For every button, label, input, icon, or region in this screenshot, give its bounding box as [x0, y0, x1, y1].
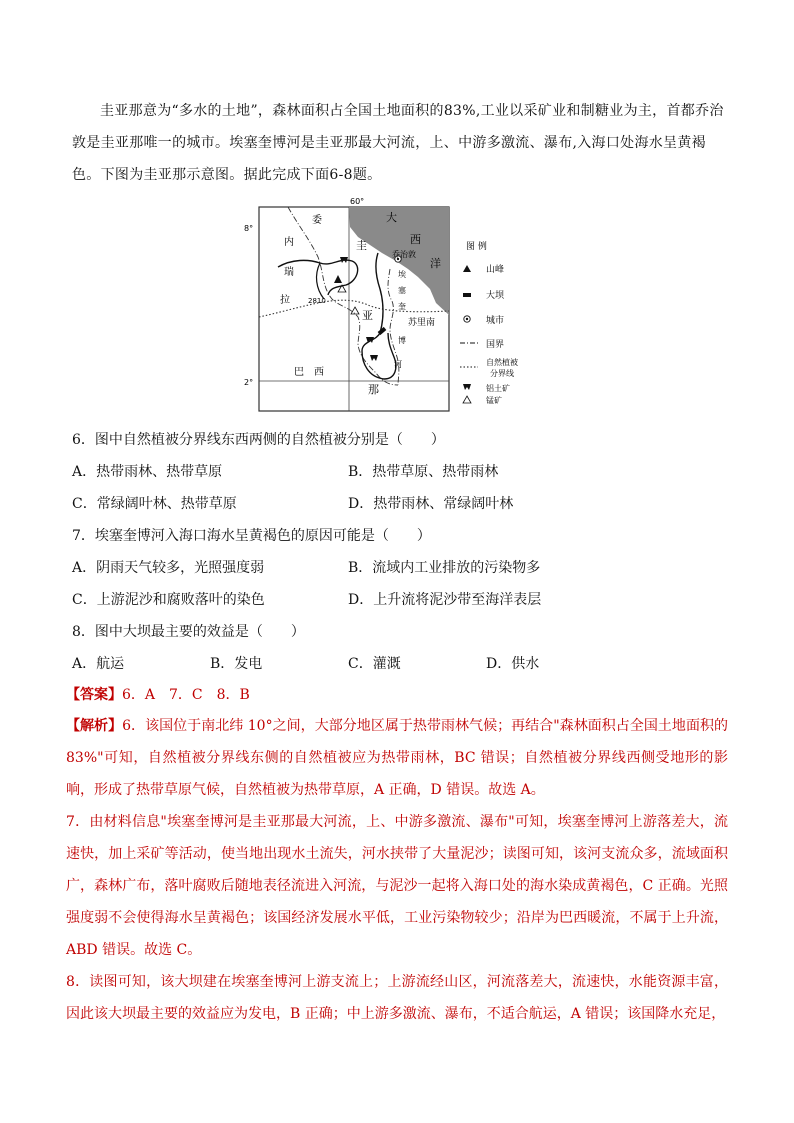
q8-option-d: D．供水 [486, 656, 540, 672]
q6-option-d: D．热带雨林、常绿阔叶林 [348, 496, 514, 512]
peak-elevation: 2810 [308, 297, 326, 305]
answer-tag: 【答案】 [66, 687, 122, 703]
legend-border: 国界 [486, 340, 505, 350]
river-char: 塞 [398, 286, 406, 295]
q7-option-b: B．流域内工业排放的污染物多 [348, 560, 541, 576]
legend-dam-icon [463, 293, 471, 297]
question-8-stem: 8．图中大坝最主要的效益是（ ） [72, 624, 305, 640]
legend-bauxite-icon [463, 384, 471, 390]
answer-text: 6．A 7．C 8．B [122, 687, 250, 703]
guyana-map [244, 195, 540, 413]
suriname-label: 苏里南 [408, 318, 436, 328]
q7-option-a: A．阴雨天气较多，光照强度弱 [72, 560, 265, 576]
q6-option-b: B．热带草原、热带雨林 [348, 464, 499, 480]
ocean-char: 大 [386, 211, 397, 224]
intro-paragraph: 圭亚那意为“多水的土地”，森林面积占全国土地面积的83%,工业以采矿业和制糖业为主，首都乔治敦是圭亚那唯一的城市。埃塞奎博河是圭亚那最大河流，上、中游多激流、瀑布,入海口处海水呈黄褐色。下图为圭亚那示意图。据此完成下面6-8题。 [72, 103, 724, 183]
question-6-stem: 6．图中自然植被分界线东西两侧的自然植被分别是（ ） [72, 432, 445, 448]
analysis-q7: 7．由材料信息"埃塞奎博河是圭亚那最大河流，上、中游多激流、瀑布"可知，埃塞奎博河上游落差大，流速快，加上采矿等活动，使当地出现水土流失，河水挟带了大量泥沙；读图可知，该河支流众多，流域面积广，森林广布，落叶腐败后随地表径流进入河流，与泥沙一起将入海口处的海水染成黄褐色，C 正确。光照强度弱不会使得海水呈黄褐色；该国经济发展水平低，工业污染物较少；沿岸为巴西暖流，不属于上升流，ABD 错误。故选 C。 [66, 814, 728, 958]
legend-peak: 山峰 [486, 265, 505, 275]
legend-veg-2: 分界线 [490, 369, 514, 378]
lon-label: 60° [350, 197, 365, 206]
legend-manganese: 锰矿 [486, 396, 502, 405]
analysis-tag: 【解析】 [66, 718, 123, 734]
country-char: 拉 [280, 295, 290, 306]
legend-manganese-icon [463, 396, 471, 403]
lat-top-label: 8° [244, 224, 254, 233]
legend-peak-icon [463, 265, 471, 272]
country-char: 圭 [356, 239, 367, 252]
country-char: 瑞 [284, 267, 294, 278]
river-char: 埃 [398, 270, 406, 279]
lat-bottom-label: 2° [244, 378, 254, 387]
country-char: 西 [314, 367, 324, 378]
analysis-q6-text: 6．该国位于南北纬 10°之间，大部分地区属于热带雨林气候；再结合"森林面积占全国土地面积的83%"可知，自然植被分界线东侧的自然植被应为热带雨林，BC 错误；自然植被分界线西侧受地形的影响，形成了热带草原气候，自然植被为热带草原，A 正确，D 错误。故选 A。 [66, 718, 729, 798]
q6-option-c: C．常绿阔叶林、热带草原 [72, 496, 237, 512]
legend-dam: 大坝 [486, 291, 505, 301]
ocean-char: 洋 [430, 257, 441, 270]
ocean-char: 西 [410, 233, 421, 246]
q8-option-c: C．灌溉 [348, 656, 401, 672]
river-char: 河 [394, 360, 402, 369]
analysis-q8: 8．读图可知，该大坝建在埃塞奎博河上游支流上；上游流经山区，河流落差大，流速快，水能资源丰富，因此该大坝最主要的效益应为发电，B 正确；中上游多激流、瀑布，不适合航运，A 错误；该国降水充足， [66, 974, 728, 1022]
legend-title: 图 例 [466, 242, 487, 252]
q8-option-b: B．发电 [210, 656, 263, 672]
country-char: 亚 [362, 309, 373, 322]
legend-veg-1: 自然植被 [486, 358, 518, 367]
city-label: 乔治敦 [392, 250, 416, 259]
legend-bauxite: 铝土矿 [486, 384, 510, 393]
q7-option-c: C．上游泥沙和腐败落叶的染色 [72, 592, 265, 608]
q8-option-a: A．航运 [72, 656, 125, 672]
analysis-q6 [66, 710, 728, 806]
country-char: 巴 [294, 367, 304, 378]
river-char: 博 [398, 336, 406, 345]
country-char: 内 [284, 237, 294, 248]
river-char: 奎 [398, 302, 406, 311]
country-char: 那 [368, 383, 379, 396]
country-char: 委 [312, 215, 322, 226]
q6-option-a: A．热带雨林、热带草原 [72, 464, 223, 480]
q7-option-d: D．上升流将泥沙带至海洋表层 [348, 592, 542, 608]
legend-city: 城市 [486, 316, 505, 326]
answer-line [66, 685, 250, 705]
question-7-stem: 7．埃塞奎博河入海口海水呈黄褐色的原因可能是（ ） [72, 528, 431, 544]
